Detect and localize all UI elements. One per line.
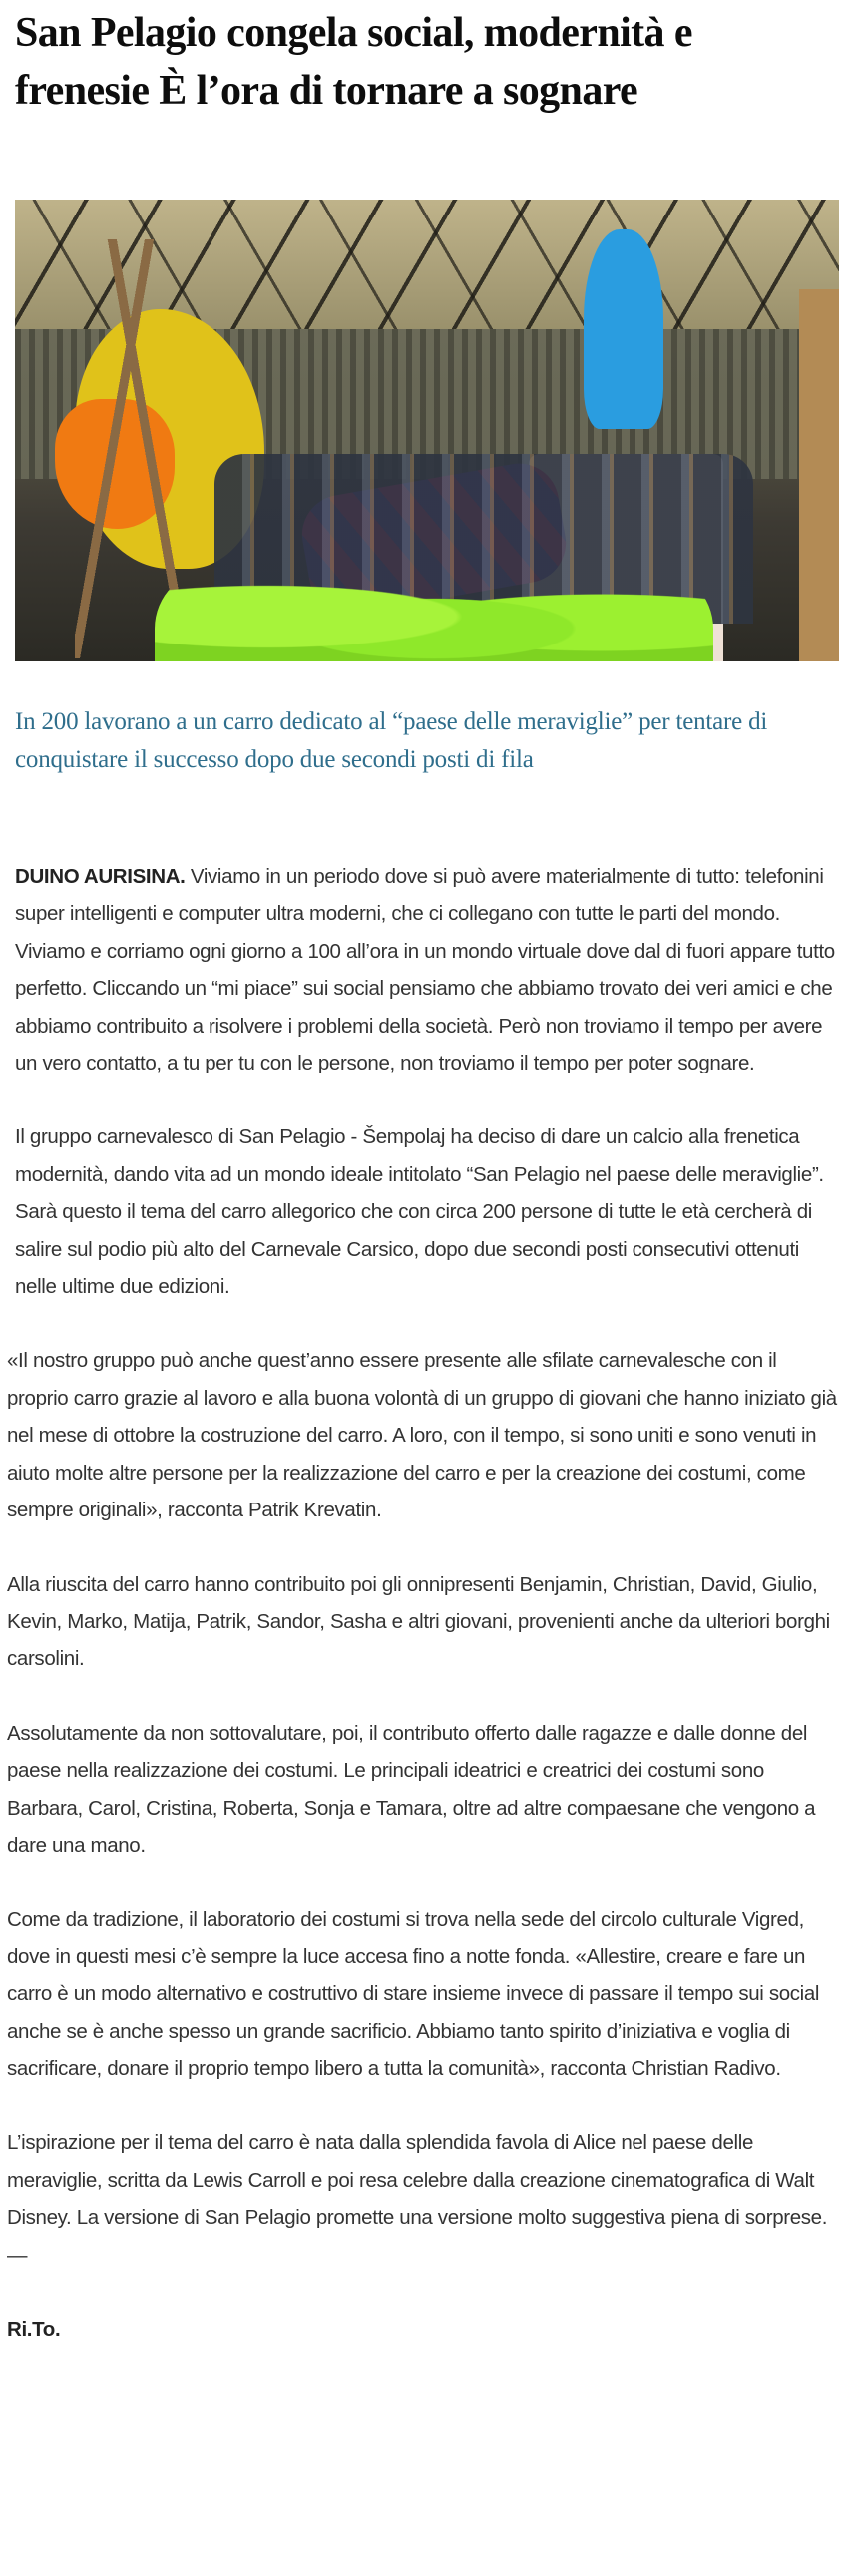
paragraph-1 — [0, 858, 841, 1081]
paragraph-6: Come da tradizione, il laboratorio dei costumi si trova nella sede del circolo culturale Vigred, dove in questi mesi c’è sempre la luce accesa fino a notte fonda. «Allestire, creare e fare un carro è un modo alternativo e costruttivo di stare insieme invece di passare il tempo sui social anche se è anche spesso un grande sacrificio. Abbiamo tanto spirito d’iniziativa e voglia di sacrificare, donare il proprio tempo libero a tutta la comunità», racconta Christian Radivo. — [7, 1908, 820, 2080]
paragraph-2: Il gruppo carnevalesco di San Pelagio - Šempolaj ha deciso di dare un calcio alla frenetica modernità, dando vita ad un mondo ideale intitolato “San Pelagio nel paese delle meraviglie”. Sarà questo il tema del carro allegorico che con circa 200 persone di tutte le età cercherà di salire sul podio più alto del Carnevale Carsico, dopo due secondi posti consecutivi ottenuti nelle ultime due edizioni. — [15, 1125, 824, 1299]
paragraph-1-text: Viviamo in un periodo dove si può avere materialmente di tutto: telefonini super intelligenti e computer ultra moderni, che ci collegano con tutte le parti del mondo. Viviamo e corriamo ogni giorno a 100 all’ora in un mondo virtuale dove dal di fuori appare tutto perfetto. Cliccando un “mi piace” sui social pensiamo che abbiamo trovato dei veri amici e che abbiamo contribuito a risolvere i problemi della società. Però non troviamo il tempo per avere un vero contatto, a tu per tu con le persone, non troviamo il tempo per poter sognare. — [15, 865, 835, 1075]
paragraph-4: Alla riuscita del carro hanno contribuito poi gli onnipresenti Benjamin, Christian, David, Giulio, Kevin, Marko, Matija, Patrik, Sandor, Sasha e altri giovani, provenienti anche da ulteriori borghi carsolini. — [7, 1572, 830, 1671]
byline: Ri.To. — [7, 2318, 61, 2341]
headline: San Pelagio congela social, modernità e frenesie È l’ora di tornare a sognare — [15, 10, 692, 114]
blue-statue-figure — [584, 229, 663, 429]
paragraph-7: L’ispirazione per il tema del carro è nata dalla splendida favola di Alice nel paese delle meraviglie, scritta da Lewis Carroll e poi resa celebre dalla creazione cinematografica di Walt Disney. La versione di San Pelagio promette una versione molto suggestiva piena di sorprese. — — [7, 2131, 828, 2267]
green-foliage-props — [155, 569, 713, 661]
paragraph-5: Assolutamente da non sottovalutare, poi, il contributo offerto dalle ragazze e dalle donne del paese nella realizzazione dei costumi. Le principali ideatrici e creatrici dei costumi sono Barbara, Carol, Cristina, Roberta, Sonja e Tamara, oltre ad altre compaesane che vengono a dare una mano. — [7, 1721, 816, 1857]
hero-image — [15, 200, 839, 661]
wood-panel — [799, 289, 839, 661]
article-body — [0, 858, 846, 2384]
dateline: DUINO AURISINA. — [15, 865, 186, 888]
paragraph-3: «Il nostro gruppo può anche quest’anno essere presente alle sfilate carnevalesche con il proprio carro grazie al lavoro e alla buona volontà di un gruppo di giovani che hanno iniziato già nel mese di ottobre la costruzione del carro. A loro, con il tempo, si sono uniti e sono venuti in aiuto molte altre persone per la realizzazione del carro e per la creazione dei costumi, come sempre originali», racconta Patrik Krevatin. — [7, 1349, 837, 1522]
standfirst: In 200 lavorano a un carro dedicato al “paese delle meraviglie” per tentare di conquistare il successo dopo due secondi posti di fila — [15, 708, 768, 773]
